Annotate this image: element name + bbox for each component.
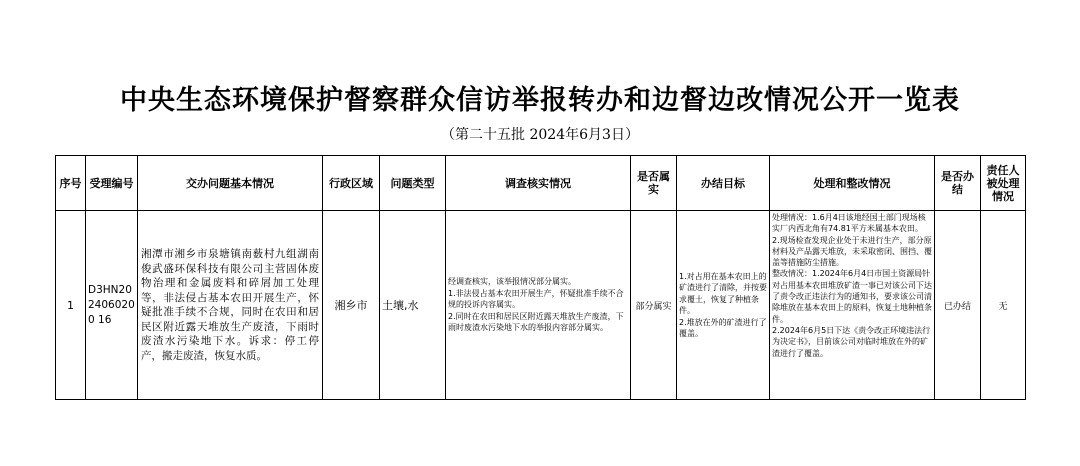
action-line: 处理情况：1.6月4日该地经国土部门现场核实厂内西北角有74.81平方米属基本农田。 [772,213,926,234]
header-verified: 是否属实 [631,156,677,211]
cell-verified: 部分属实 [631,211,677,400]
header-type: 问题类型 [380,156,446,211]
table-header-row [56,156,1026,211]
cell-region: 湘乡市 [323,211,380,400]
action-line: 2.2024年6月5日下达《责令改正环境违法行为决定书》，目前该公司对临时堆放在外的矿渣进行了覆盖。 [772,325,931,358]
cell-action [770,211,935,400]
cell-goal [677,211,770,400]
header-closed: 是否办结 [935,156,981,211]
header-accountability: 责任人被处理情况 [981,156,1026,211]
table-row [56,211,1026,400]
header-action: 处理和整改情况 [770,156,935,211]
cell-seq: 1 [56,211,86,400]
cell-accountability: 无 [981,211,1026,400]
cell-type: 土壤,水 [380,211,446,400]
document-subtitle: （第二十五批 2024年6月3日） [441,127,639,143]
header-investigation: 调查核实情况 [446,156,631,211]
goal-line: 1.对占用在基本农田上的矿渣进行了清除，并按要求覆土，恢复了种植条件。 [679,271,767,315]
header-problem: 交办问题基本情况 [138,156,323,211]
cell-closed: 已办结 [935,211,981,400]
header-goal: 办结目标 [677,156,770,211]
petition-table [55,155,1026,400]
goal-line: 2.堆放在外的矿渣进行了覆盖。 [679,317,767,338]
investigation-line: 2.同时在农田和居民区附近露天堆放生产废渣，下雨时废渣水污染地下水的举报内容部分属实。 [448,311,624,333]
action-line: 整改情况：1.2024年6月4日市国土资源局针对占用基本农田堆放矿渣一事已对该公司下达了责令改正违法行为的通知书，要求该公司清除堆放在基本农田上的原料，恢复土地种植条件。 [772,269,932,324]
investigation-line: 1.非法侵占基本农田开展生产，怀疑批准手续不合规的投诉内容属实。 [448,288,624,310]
header-region: 行政区域 [323,156,380,211]
header-seq: 序号 [56,156,86,211]
cell-problem: 湘潭市湘乡市泉塘镇南薮村九组湖南俊武盛环保科技有限公司主营固体废物治理和金属废料和碎屑加工处理等，非法侵占基本农田开展生产，怀疑批准手续不合规，同时在农田和居民区附近露天堆放生产废渣，下雨时废渣水污染地下水。诉求：停工停产，搬走废渣，恢复水质。 [138,211,323,400]
header-id: 受理编号 [86,156,138,211]
investigation-line: 经调查核实，该举报情况部分属实。 [448,277,576,287]
cell-investigation [446,211,631,400]
document-title: 中央生态环境保护督察群众信访举报转办和边督边改情况公开一览表 [120,85,960,116]
action-line: 2.现场检查发现企业处于未进行生产，部分原材料及产品露天堆放，未采取密闭、围挡、覆盖等措施防尘措施。 [772,235,932,268]
cell-id: D3HN2024060200 16 [86,211,138,400]
